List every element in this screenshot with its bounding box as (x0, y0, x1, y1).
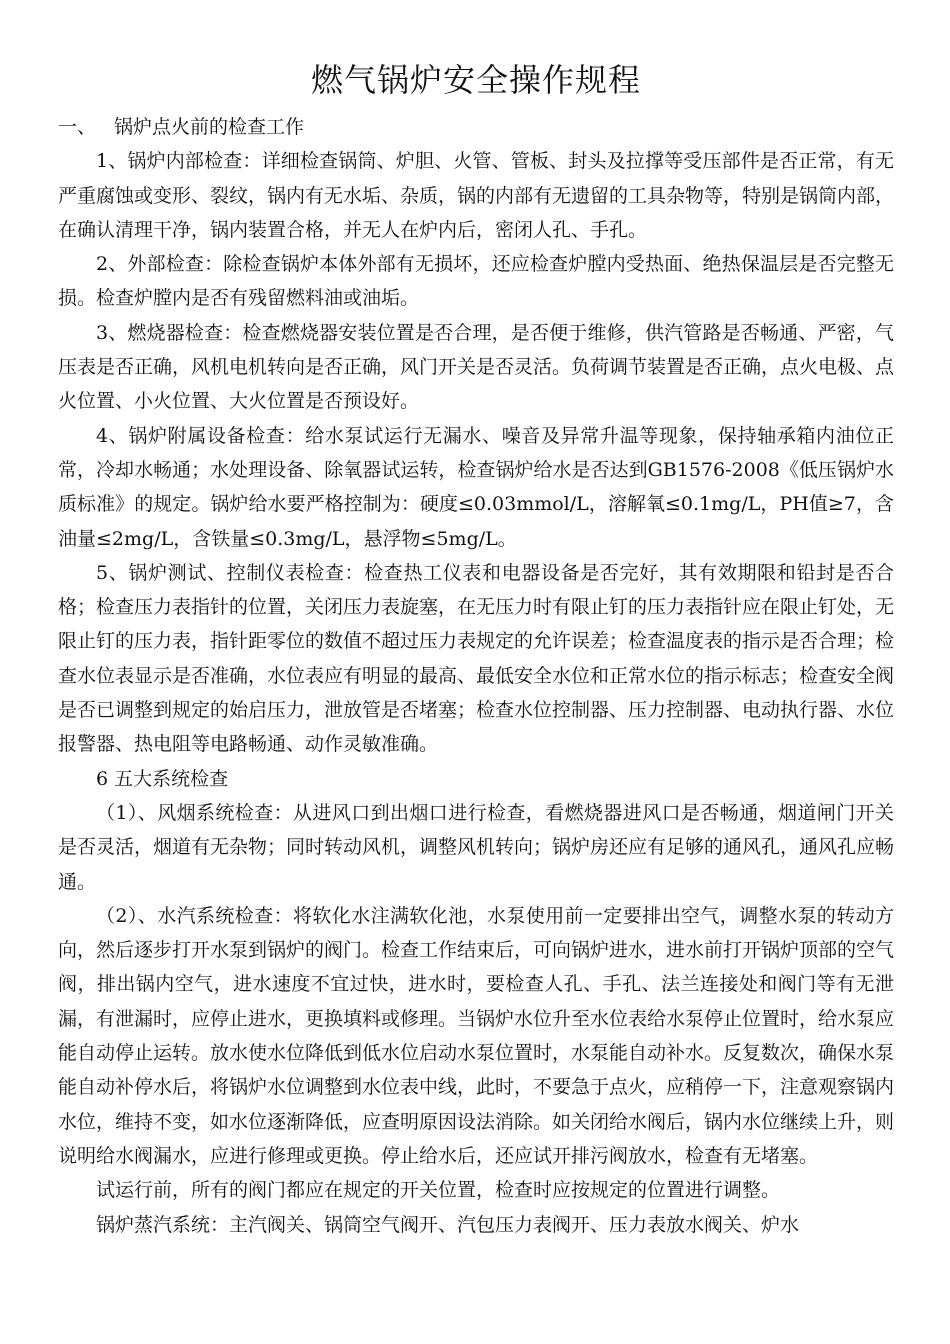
paragraph-air-flue-system: （1）、风烟系统检查：从进风口到出烟口进行检查，看燃烧器进风口是否畅通，烟道闸门开关是否灵活，烟道有无杂物；同时转动风机，调整风机转向；锅炉房还应有足够的通风孔，通风孔应畅通。 (58, 801, 895, 893)
paragraph-auxiliary-equipment: 4、锅炉附属设备检查：给水泵试运行无漏水、噪音及异常升温等现象，保持轴承箱内油位正常，冷却水畅通；水处理设备、除氧器试运转，检查锅炉给水是否达到GB1576-2008《低压锅炉水质标准》的规定。锅炉给水要严格控制为：硬度≤0.03mmol/L，溶解氧≤0.1mg/L，PH值≥7，含油量≤2mg/L，含铁量≤0.3mg/L，悬浮物≤5mg/L。 (58, 424, 894, 550)
document-page (58, 52, 894, 1242)
paragraph-inner-inspection: 1、锅炉内部检查：详细检查锅筒、炉胆、火管、管板、封头及拉撑等受压部件是否正常，有无严重腐蚀或变形、裂纹，锅内有无水垢、杂质，锅的内部有无遗留的工具杂物等，特别是锅筒内部，在确认清理干净，锅内装置合格，并无人在炉内后，密闭人孔、手孔。 (58, 150, 895, 241)
paragraph-five-systems-heading: 6 五大系统检查 (96, 767, 229, 790)
section-heading-1 (58, 110, 894, 144)
section-heading-text: 锅炉点火前的检查工作 (114, 116, 305, 138)
section-number: 一、 (58, 116, 97, 138)
paragraph-instrument-inspection: 5、锅炉测试、控制仪表检查：检查热工仪表和电器设备是否完好，其有效期限和铅封是否合格；检查压力表指针的位置，关闭压力表旋塞，在无压力时有限止钉的压力表指针应在限止钉处，无限止钉的压力表，指针距零位的数值不超过压力表规定的允许误差；检查温度表的指示是否合理；检查水位表显示是否准确，水位表应有明显的最高、最低安全水位和正常水位的指示标志；检查安全阀是否已调整到规定的始启压力，泄放管是否堵塞；检查水位控制器、压力控制器、电动执行器、水位报警器、热电阻等电路畅通、动作灵敏准确。 (58, 561, 895, 756)
paragraph-trial-run: 试运行前，所有的阀门都应在规定的开关位置，检查时应按规定的位置进行调整。 (96, 1179, 781, 1202)
document-title: 燃气锅炉安全操作规程 (310, 61, 641, 99)
paragraph-water-steam-system: （2）、水汽系统检查：将软化水注满软化池，水泵使用前一定要排出空气，调整水泵的转动方向，然后逐步打开水泵到锅炉的阀门。检查工作结束后，可向锅炉进水，进水前打开锅炉顶部的空气阀，排出锅内空气，进水速度不宜过快，进水时，要检查人孔、手孔、法兰连接处和阀门等有无泄漏，有泄漏时，应停止进水，更换填料或修理。当锅炉水位升至水位表给水泵停止位置时，给水泵应能自动停止运转。放水使水位降低到低水位启动水泵位置时，水泵能自动补水。反复数次，确保水泵能自动补停水后，将锅炉水位调整到水位表中线，此时，不要急于点火，应稍停一下，注意观察锅内水位，维持不变，如水位逐渐降低，应查明原因设法消除。如关闭给水阀后，锅内水位继续上升，则说明给水阀漏水，应进行修理或更换。停止给水后，还应试开排污阀放水，检查有无堵塞。 (58, 904, 895, 1167)
paragraph-steam-system: 锅炉蒸汽系统：主汽阀关、锅筒空气阀开、汽包压力表阀开、压力表放水阀关、炉水 (96, 1213, 800, 1236)
paragraph-external-inspection: 2、外部检查：除检查锅炉本体外部有无损坏，还应检查炉膛内受热面、绝热保温层是否完整无损。检查炉膛内是否有残留燃料油或油垢。 (58, 253, 894, 310)
paragraph-burner-inspection: 3、燃烧器检查：检查燃烧器安装位置是否合理，是否便于维修，供汽管路是否畅通、严密，气压表是否正确，风机电机转向是否正确，风门开关是否灵活。负荷调节装置是否正确，点火电极、点火位置、小火位置、大火位置是否预设好。 (58, 321, 895, 413)
